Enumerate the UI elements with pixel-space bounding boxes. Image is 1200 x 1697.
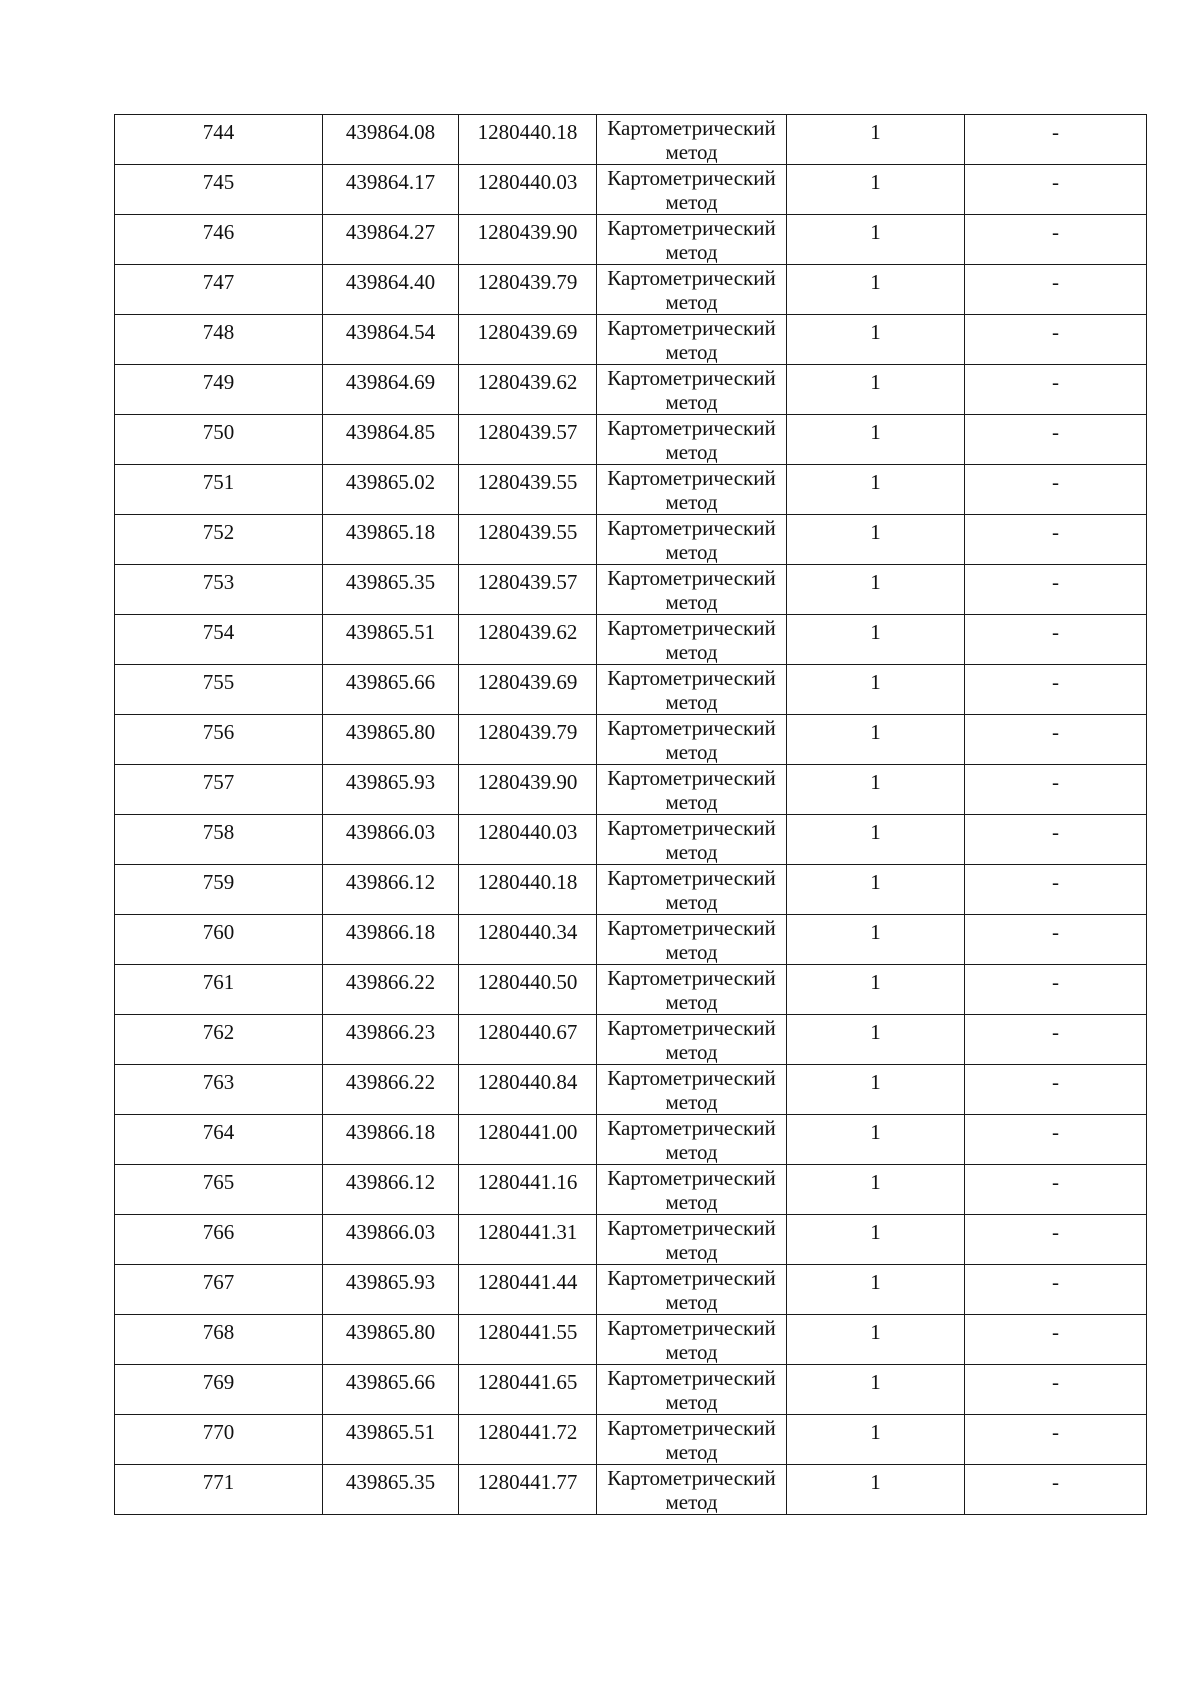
accuracy-cell: 1	[787, 415, 965, 465]
point-number-cell: 756	[115, 715, 323, 765]
table-row	[115, 715, 1147, 765]
point-number-cell: 758	[115, 815, 323, 865]
point-number-cell: 763	[115, 1065, 323, 1115]
method-line-2: метод	[665, 1340, 718, 1364]
method-line-1: Картометрический	[607, 716, 776, 740]
accuracy-cell: 1	[787, 1015, 965, 1065]
note-cell: -	[965, 815, 1147, 865]
method-line-1: Картометрический	[607, 1366, 776, 1390]
note-cell: -	[965, 665, 1147, 715]
method-cell	[597, 165, 787, 215]
method-line-2: метод	[665, 540, 718, 564]
note-cell: -	[965, 765, 1147, 815]
accuracy-cell: 1	[787, 465, 965, 515]
point-number-cell: 748	[115, 315, 323, 365]
method-cell	[597, 215, 787, 265]
method-cell	[597, 1165, 787, 1215]
accuracy-cell: 1	[787, 1165, 965, 1215]
table-row	[115, 665, 1147, 715]
point-number-cell: 750	[115, 415, 323, 465]
table-row	[115, 815, 1147, 865]
coordinates-table-body	[115, 115, 1147, 1515]
method-line-1: Картометрический	[607, 616, 776, 640]
accuracy-cell: 1	[787, 1365, 965, 1415]
x-coordinate-cell: 439865.35	[323, 1465, 459, 1515]
y-coordinate-cell: 1280440.50	[459, 965, 597, 1015]
method-line-1: Картометрический	[607, 366, 776, 390]
x-coordinate-cell: 439866.22	[323, 1065, 459, 1115]
method-cell	[597, 1065, 787, 1115]
method-line-1: Картометрический	[607, 1216, 776, 1240]
table-row	[115, 1265, 1147, 1315]
method-line-2: метод	[665, 1190, 718, 1214]
note-cell: -	[965, 1115, 1147, 1165]
accuracy-cell: 1	[787, 915, 965, 965]
table-row	[115, 115, 1147, 165]
method-line-1: Картометрический	[607, 466, 776, 490]
point-number-cell: 753	[115, 565, 323, 615]
method-cell	[597, 1315, 787, 1365]
accuracy-cell: 1	[787, 315, 965, 365]
table-row	[115, 315, 1147, 365]
method-cell	[597, 715, 787, 765]
method-line-2: метод	[665, 590, 718, 614]
x-coordinate-cell: 439864.85	[323, 415, 459, 465]
method-cell	[597, 565, 787, 615]
accuracy-cell: 1	[787, 1415, 965, 1465]
method-cell	[597, 115, 787, 165]
note-cell: -	[965, 915, 1147, 965]
accuracy-cell: 1	[787, 115, 965, 165]
method-line-1: Картометрический	[607, 816, 776, 840]
table-row	[115, 565, 1147, 615]
note-cell: -	[965, 1215, 1147, 1265]
note-cell: -	[965, 1365, 1147, 1415]
point-number-cell: 744	[115, 115, 323, 165]
method-cell	[597, 315, 787, 365]
method-line-1: Картометрический	[607, 766, 776, 790]
method-line-1: Картометрический	[607, 216, 776, 240]
method-cell	[597, 1215, 787, 1265]
note-cell: -	[965, 165, 1147, 215]
x-coordinate-cell: 439866.22	[323, 965, 459, 1015]
x-coordinate-cell: 439865.93	[323, 765, 459, 815]
method-line-2: метод	[665, 1390, 718, 1414]
note-cell: -	[965, 1315, 1147, 1365]
point-number-cell: 761	[115, 965, 323, 1015]
method-cell	[597, 665, 787, 715]
note-cell: -	[965, 865, 1147, 915]
y-coordinate-cell: 1280441.31	[459, 1215, 597, 1265]
table-row	[115, 615, 1147, 665]
method-line-1: Картометрический	[607, 416, 776, 440]
note-cell: -	[965, 1165, 1147, 1215]
y-coordinate-cell: 1280439.55	[459, 465, 597, 515]
point-number-cell: 767	[115, 1265, 323, 1315]
x-coordinate-cell: 439866.18	[323, 915, 459, 965]
note-cell: -	[965, 215, 1147, 265]
accuracy-cell: 1	[787, 565, 965, 615]
note-cell: -	[965, 565, 1147, 615]
x-coordinate-cell: 439865.51	[323, 615, 459, 665]
table-row	[115, 365, 1147, 415]
x-coordinate-cell: 439864.69	[323, 365, 459, 415]
method-line-1: Картометрический	[607, 1416, 776, 1440]
y-coordinate-cell: 1280441.55	[459, 1315, 597, 1365]
method-cell	[597, 465, 787, 515]
point-number-cell: 752	[115, 515, 323, 565]
method-cell	[597, 1115, 787, 1165]
table-row	[115, 865, 1147, 915]
x-coordinate-cell: 439865.02	[323, 465, 459, 515]
point-number-cell: 745	[115, 165, 323, 215]
x-coordinate-cell: 439865.18	[323, 515, 459, 565]
note-cell: -	[965, 1065, 1147, 1115]
x-coordinate-cell: 439864.40	[323, 265, 459, 315]
method-line-2: метод	[665, 840, 718, 864]
x-coordinate-cell: 439864.08	[323, 115, 459, 165]
table-row	[115, 265, 1147, 315]
accuracy-cell: 1	[787, 665, 965, 715]
y-coordinate-cell: 1280441.00	[459, 1115, 597, 1165]
note-cell: -	[965, 265, 1147, 315]
point-number-cell: 765	[115, 1165, 323, 1215]
accuracy-cell: 1	[787, 1265, 965, 1315]
x-coordinate-cell: 439864.17	[323, 165, 459, 215]
method-line-1: Картометрический	[607, 1316, 776, 1340]
point-number-cell: 747	[115, 265, 323, 315]
method-cell	[597, 1415, 787, 1465]
note-cell: -	[965, 965, 1147, 1015]
table-row	[115, 1415, 1147, 1465]
y-coordinate-cell: 1280440.18	[459, 865, 597, 915]
point-number-cell: 764	[115, 1115, 323, 1165]
method-line-2: метод	[665, 390, 718, 414]
method-line-1: Картометрический	[607, 1066, 776, 1090]
table-row	[115, 765, 1147, 815]
method-line-1: Картометрический	[607, 916, 776, 940]
method-line-2: метод	[665, 790, 718, 814]
accuracy-cell: 1	[787, 1465, 965, 1515]
table-row	[115, 965, 1147, 1015]
table-row	[115, 215, 1147, 265]
method-line-1: Картометрический	[607, 516, 776, 540]
note-cell: -	[965, 115, 1147, 165]
method-line-2: метод	[665, 190, 718, 214]
y-coordinate-cell: 1280439.69	[459, 315, 597, 365]
table-row	[115, 915, 1147, 965]
accuracy-cell: 1	[787, 615, 965, 665]
point-number-cell: 762	[115, 1015, 323, 1065]
y-coordinate-cell: 1280440.03	[459, 815, 597, 865]
method-line-2: метод	[665, 1240, 718, 1264]
table-row	[115, 1315, 1147, 1365]
method-line-2: метод	[665, 1090, 718, 1114]
accuracy-cell: 1	[787, 365, 965, 415]
point-number-cell: 755	[115, 665, 323, 715]
x-coordinate-cell: 439866.03	[323, 815, 459, 865]
method-cell	[597, 1015, 787, 1065]
x-coordinate-cell: 439864.27	[323, 215, 459, 265]
y-coordinate-cell: 1280441.16	[459, 1165, 597, 1215]
x-coordinate-cell: 439866.12	[323, 1165, 459, 1215]
accuracy-cell: 1	[787, 1115, 965, 1165]
accuracy-cell: 1	[787, 515, 965, 565]
point-number-cell: 760	[115, 915, 323, 965]
accuracy-cell: 1	[787, 1215, 965, 1265]
note-cell: -	[965, 1265, 1147, 1315]
x-coordinate-cell: 439866.18	[323, 1115, 459, 1165]
method-cell	[597, 365, 787, 415]
table-row	[115, 1165, 1147, 1215]
x-coordinate-cell: 439865.66	[323, 1365, 459, 1415]
accuracy-cell: 1	[787, 765, 965, 815]
method-line-1: Картометрический	[607, 866, 776, 890]
method-cell	[597, 965, 787, 1015]
method-line-1: Картометрический	[607, 1166, 776, 1190]
x-coordinate-cell: 439865.80	[323, 1315, 459, 1365]
note-cell: -	[965, 715, 1147, 765]
method-line-2: метод	[665, 940, 718, 964]
method-cell	[597, 265, 787, 315]
coordinates-table	[114, 114, 1147, 1515]
method-line-2: метод	[665, 1290, 718, 1314]
y-coordinate-cell: 1280440.03	[459, 165, 597, 215]
point-number-cell: 770	[115, 1415, 323, 1465]
x-coordinate-cell: 439865.66	[323, 665, 459, 715]
y-coordinate-cell: 1280439.79	[459, 715, 597, 765]
table-row	[115, 515, 1147, 565]
y-coordinate-cell: 1280440.67	[459, 1015, 597, 1065]
accuracy-cell: 1	[787, 715, 965, 765]
method-line-1: Картометрический	[607, 966, 776, 990]
y-coordinate-cell: 1280439.62	[459, 365, 597, 415]
y-coordinate-cell: 1280439.79	[459, 265, 597, 315]
y-coordinate-cell: 1280441.65	[459, 1365, 597, 1415]
method-line-1: Картометрический	[607, 566, 776, 590]
method-line-2: метод	[665, 490, 718, 514]
method-cell	[597, 1265, 787, 1315]
x-coordinate-cell: 439865.51	[323, 1415, 459, 1465]
method-line-1: Картометрический	[607, 316, 776, 340]
y-coordinate-cell: 1280439.57	[459, 565, 597, 615]
x-coordinate-cell: 439865.93	[323, 1265, 459, 1315]
method-line-2: метод	[665, 240, 718, 264]
x-coordinate-cell: 439866.23	[323, 1015, 459, 1065]
method-cell	[597, 615, 787, 665]
method-line-1: Картометрический	[607, 1466, 776, 1490]
y-coordinate-cell: 1280441.44	[459, 1265, 597, 1315]
note-cell: -	[965, 465, 1147, 515]
method-line-1: Картометрический	[607, 1016, 776, 1040]
method-line-1: Картометрический	[607, 116, 776, 140]
point-number-cell: 754	[115, 615, 323, 665]
y-coordinate-cell: 1280440.34	[459, 915, 597, 965]
x-coordinate-cell: 439866.12	[323, 865, 459, 915]
accuracy-cell: 1	[787, 1065, 965, 1115]
method-line-1: Картометрический	[607, 1116, 776, 1140]
point-number-cell: 749	[115, 365, 323, 415]
method-line-1: Картометрический	[607, 166, 776, 190]
table-row	[115, 1215, 1147, 1265]
point-number-cell: 746	[115, 215, 323, 265]
y-coordinate-cell: 1280439.90	[459, 765, 597, 815]
y-coordinate-cell: 1280439.62	[459, 615, 597, 665]
y-coordinate-cell: 1280439.57	[459, 415, 597, 465]
method-line-2: метод	[665, 1440, 718, 1464]
method-line-1: Картометрический	[607, 1266, 776, 1290]
note-cell: -	[965, 1415, 1147, 1465]
point-number-cell: 757	[115, 765, 323, 815]
method-cell	[597, 765, 787, 815]
method-line-2: метод	[665, 340, 718, 364]
y-coordinate-cell: 1280441.72	[459, 1415, 597, 1465]
method-cell	[597, 515, 787, 565]
point-number-cell: 768	[115, 1315, 323, 1365]
y-coordinate-cell: 1280439.90	[459, 215, 597, 265]
table-row	[115, 465, 1147, 515]
accuracy-cell: 1	[787, 215, 965, 265]
accuracy-cell: 1	[787, 965, 965, 1015]
x-coordinate-cell: 439866.03	[323, 1215, 459, 1265]
method-line-2: метод	[665, 1490, 718, 1514]
note-cell: -	[965, 1465, 1147, 1515]
note-cell: -	[965, 515, 1147, 565]
note-cell: -	[965, 315, 1147, 365]
point-number-cell: 751	[115, 465, 323, 515]
table-row	[115, 165, 1147, 215]
accuracy-cell: 1	[787, 815, 965, 865]
method-line-2: метод	[665, 890, 718, 914]
table-row	[115, 1365, 1147, 1415]
note-cell: -	[965, 365, 1147, 415]
method-cell	[597, 415, 787, 465]
y-coordinate-cell: 1280439.69	[459, 665, 597, 715]
method-cell	[597, 1465, 787, 1515]
method-line-2: метод	[665, 1140, 718, 1164]
method-cell	[597, 915, 787, 965]
method-cell	[597, 865, 787, 915]
note-cell: -	[965, 1015, 1147, 1065]
method-line-2: метод	[665, 1040, 718, 1064]
method-line-2: метод	[665, 740, 718, 764]
method-line-1: Картометрический	[607, 666, 776, 690]
method-cell	[597, 1365, 787, 1415]
accuracy-cell: 1	[787, 265, 965, 315]
method-line-2: метод	[665, 640, 718, 664]
table-row	[115, 1065, 1147, 1115]
method-line-2: метод	[665, 140, 718, 164]
method-line-1: Картометрический	[607, 266, 776, 290]
table-row	[115, 1465, 1147, 1515]
accuracy-cell: 1	[787, 865, 965, 915]
table-row	[115, 1115, 1147, 1165]
y-coordinate-cell: 1280440.18	[459, 115, 597, 165]
accuracy-cell: 1	[787, 1315, 965, 1365]
y-coordinate-cell: 1280439.55	[459, 515, 597, 565]
point-number-cell: 769	[115, 1365, 323, 1415]
y-coordinate-cell: 1280440.84	[459, 1065, 597, 1115]
method-cell	[597, 815, 787, 865]
x-coordinate-cell: 439864.54	[323, 315, 459, 365]
point-number-cell: 759	[115, 865, 323, 915]
x-coordinate-cell: 439865.80	[323, 715, 459, 765]
accuracy-cell: 1	[787, 165, 965, 215]
x-coordinate-cell: 439865.35	[323, 565, 459, 615]
point-number-cell: 771	[115, 1465, 323, 1515]
point-number-cell: 766	[115, 1215, 323, 1265]
table-row	[115, 415, 1147, 465]
note-cell: -	[965, 615, 1147, 665]
table-row	[115, 1015, 1147, 1065]
y-coordinate-cell: 1280441.77	[459, 1465, 597, 1515]
method-line-2: метод	[665, 290, 718, 314]
method-line-2: метод	[665, 440, 718, 464]
method-line-2: метод	[665, 990, 718, 1014]
note-cell: -	[965, 415, 1147, 465]
method-line-2: метод	[665, 690, 718, 714]
